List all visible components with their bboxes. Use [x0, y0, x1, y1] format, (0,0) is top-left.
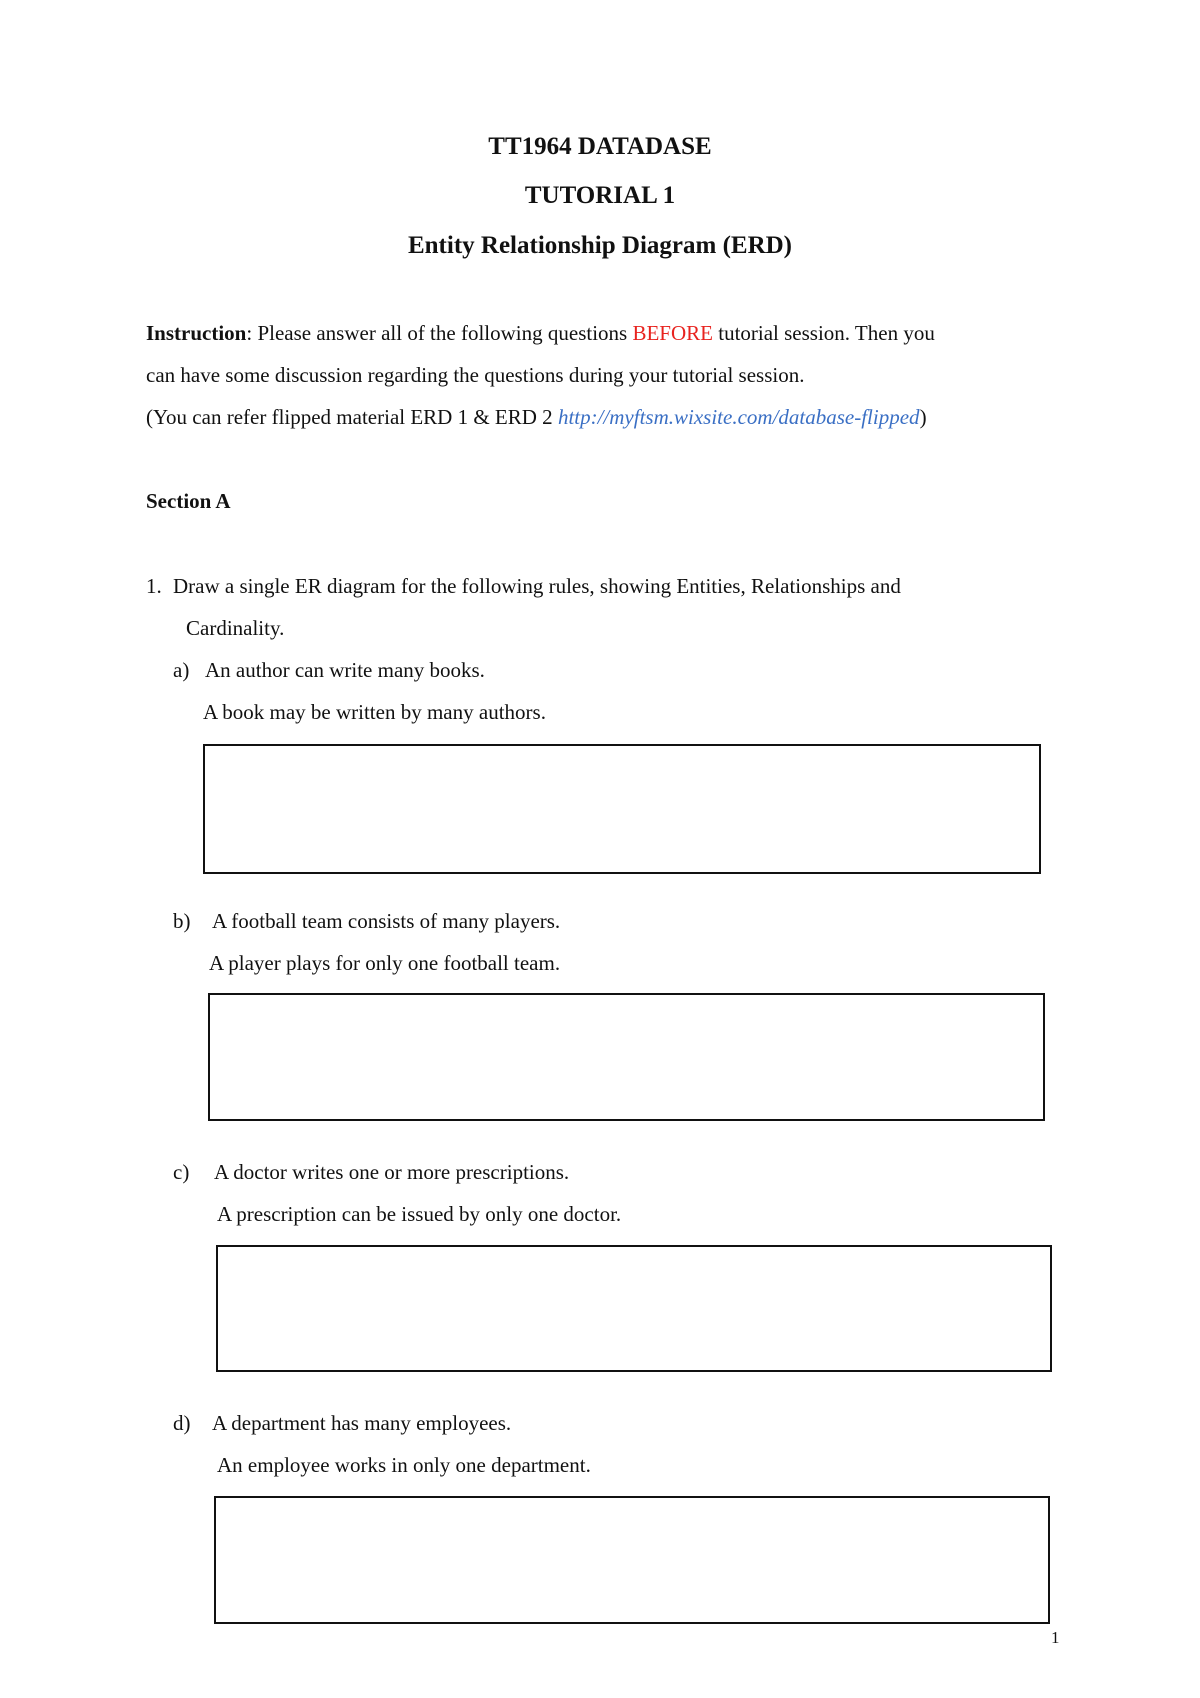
part-d-line-1: A department has many employees. — [212, 1411, 512, 1435]
answer-box-b[interactable] — [208, 993, 1045, 1121]
part-c-line-2: A prescription can be issued by only one doctor. — [217, 1202, 622, 1226]
instruction-text-before: Please answer all of the following questions — [252, 321, 633, 345]
part-b-line-2: A player plays for only one football team. — [209, 951, 561, 975]
answer-box-c[interactable] — [216, 1245, 1052, 1372]
instruction-line-3-prefix: (You can refer flipped material ERD 1 & ERD 2 — [146, 405, 558, 429]
question-number: 1. — [146, 574, 162, 598]
part-c-label: c) — [173, 1160, 190, 1184]
instruction-emphasis: BEFORE — [632, 321, 713, 345]
instruction-label: Instruction — [146, 321, 247, 345]
instruction-line-2: can have some discussion regarding the questions during your tutorial session. — [146, 363, 805, 387]
instruction-text-after: tutorial session. Then you — [712, 321, 935, 345]
part-d-label: d) — [173, 1411, 191, 1435]
tutorial-title: TUTORIAL 1 — [524, 182, 676, 209]
instruction-line-1 — [146, 321, 935, 346]
part-a-line-1: An author can write many books. — [205, 658, 485, 682]
part-c-line-1: A doctor writes one or more prescriptions. — [214, 1160, 570, 1184]
topic-title: Entity Relationship Diagram (ERD) — [407, 232, 793, 259]
flipped-material-link[interactable]: http://myftsm.wixsite.com/database-flipped — [557, 405, 920, 429]
part-a-label: a) — [173, 658, 190, 682]
question-text-line-2: Cardinality. — [186, 616, 285, 640]
part-d-line-2: An employee works in only one department. — [217, 1453, 591, 1477]
question-text-line-1: Draw a single ER diagram for the following rules, showing Entities, Relationships and — [173, 574, 901, 598]
instruction-line-3 — [146, 405, 927, 430]
instruction-colon: : — [246, 321, 253, 345]
instruction-line-3-suffix: ) — [919, 405, 927, 429]
course-title: TT1964 DATADASE — [488, 133, 712, 160]
part-a-line-2: A book may be written by many authors. — [203, 700, 546, 724]
part-b-label: b) — [173, 909, 191, 933]
section-title: Section A — [146, 489, 231, 513]
page-number: 1 — [1051, 1628, 1060, 1647]
answer-box-d[interactable] — [214, 1496, 1050, 1624]
answer-box-a[interactable] — [203, 744, 1041, 874]
part-b-line-1: A football team consists of many players. — [212, 909, 561, 933]
